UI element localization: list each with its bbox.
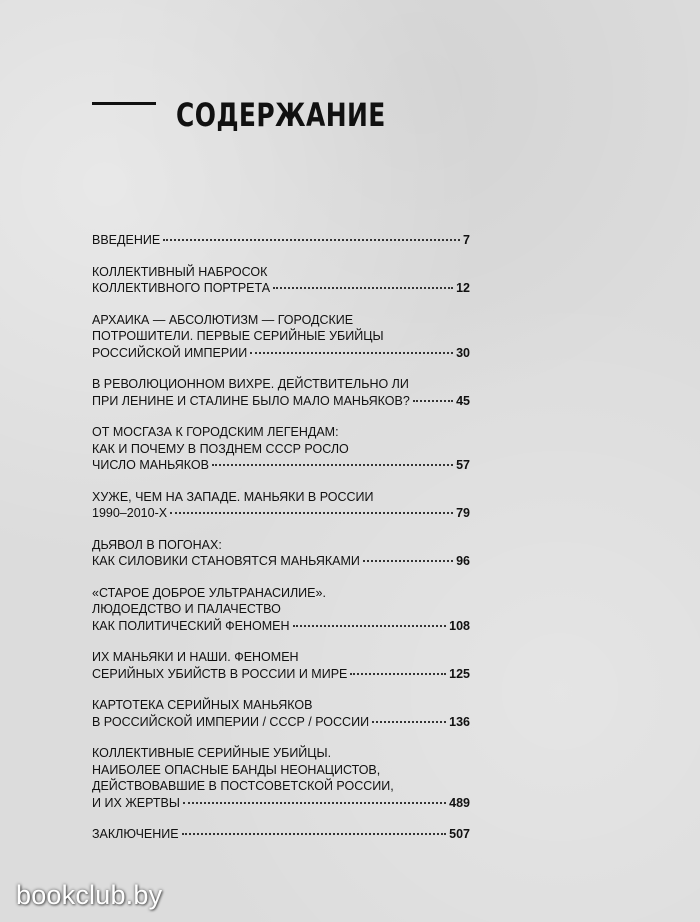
dot-leader [170,512,453,514]
toc-page-number: 45 [456,393,470,408]
dot-leader [273,287,453,289]
toc-page-number: 96 [456,554,470,568]
toc-page-number: 108 [449,618,470,633]
toc-page-number: 7 [463,233,470,247]
toc-entry [92,537,470,570]
toc-entry-title-line: АРХАИКА — АБСОЛЮТИЗМ — ГОРОДСКИЕ [92,312,354,327]
toc-entry [92,745,470,811]
watermark: bookclub.by [16,880,163,910]
toc-entry-title-line: ИХ МАНЬЯКИ И НАШИ. ФЕНОМЕН [92,650,299,664]
toc-page-number: 507 [449,827,470,841]
toc-entry-last-line [92,666,470,683]
toc-entry-title-line: КАРТОТЕКА СЕРИЙНЫХ МАНЬЯКОВ [92,698,313,712]
dot-leader [212,464,453,466]
toc-entry-title-line: И ИХ ЖЕРТВЫ [92,795,180,810]
toc-entry-last-line [92,457,470,474]
toc-entry-title-line: ЛЮДОЕДСТВО И ПАЛАЧЕСТВО [92,602,281,616]
toc-entry-title-line: 1990–2010-Х [92,506,168,520]
toc-entry [92,489,470,522]
toc-entry-title-line: ДЕЙСТВОВАВШИЕ В ПОСТСОВЕТСКОЙ РОССИИ, [92,779,394,793]
dot-leader [413,400,453,402]
toc-entry-title-line: ВВЕДЕНИЕ [92,233,161,247]
dot-leader [250,352,453,354]
dot-leader [350,673,446,675]
toc-entry-title-line: ЗАКЛЮЧЕНИЕ [92,827,179,841]
toc-entry-title-line: СЕРИЙНЫХ УБИЙСТВ В РОССИИ И МИРЕ [92,666,348,681]
toc-entry-last-line [92,795,470,812]
toc-entry-title-line: КОЛЛЕКТИВНОГО ПОРТРЕТА [92,281,271,295]
toc-entry [92,697,470,730]
toc-entry-title-line: ПРИ ЛЕНИНЕ И СТАЛИНЕ БЫЛО МАЛО МАНЬЯКОВ? [92,393,410,408]
page-title: СОДЕРЖАНИЕ [176,96,386,134]
dot-leader [163,239,460,241]
toc-entry-title-line: ЧИСЛО МАНЬЯКОВ [92,458,209,472]
toc-entry-title-line: НАИБОЛЕЕ ОПАСНЫЕ БАНДЫ НЕОНАЦИСТОВ, [92,762,381,777]
dot-leader [182,833,447,835]
toc-page-number: 57 [456,458,470,472]
toc-entry [92,264,470,297]
toc-entry-last-line [92,714,470,731]
toc-entry-last-line [92,618,470,635]
toc-entry [92,232,470,249]
toc-entry [92,649,470,682]
toc-entry-title-line: ХУЖЕ, ЧЕМ НА ЗАПАДЕ. МАНЬЯКИ В РОССИИ [92,489,374,504]
toc-entry-title-line: В РОССИЙСКОЙ ИМПЕРИИ / СССР / РОССИИ [92,714,370,729]
toc-entry-title-line: «СТАРОЕ ДОБРОЕ УЛЬТРАНАСИЛИЕ». [92,585,326,600]
toc-entry-title-line: КАК СИЛОВИКИ СТАНОВЯТСЯ МАНЬЯКАМИ [92,554,360,568]
toc-entry [92,826,470,843]
toc-entry-title-line: ПОТРОШИТЕЛИ. ПЕРВЫЕ СЕРИЙНЫЕ УБИЙЦЫ [92,329,384,343]
title-rule [92,102,156,105]
toc-entry-title-line: ОТ МОСГАЗА К ГОРОДСКИМ ЛЕГЕНДАМ: [92,425,339,439]
toc-entry-title-line: КАК И ПОЧЕМУ В ПОЗДНЕМ СССР РОСЛО [92,441,349,456]
dot-leader [293,625,447,627]
toc-entry-title-line: РОССИЙСКОЙ ИМПЕРИИ [92,345,248,360]
toc-entry [92,585,470,635]
toc-page-number: 79 [456,506,470,520]
dot-leader [372,721,446,723]
toc-entry-title-line: КОЛЛЕКТИВНЫЙ НАБРОСОК [92,264,268,279]
toc-entry-last-line [92,826,470,843]
toc-entry-last-line [92,280,470,297]
toc-entry-last-line [92,553,470,570]
toc-entry-last-line [92,232,470,249]
toc-entry-last-line [92,505,470,522]
toc-entry [92,376,470,409]
toc-entry [92,424,470,474]
dot-leader [363,560,453,562]
toc-entry-title-line: КОЛЛЕКТИВНЫЕ СЕРИЙНЫЕ УБИЙЦЫ. [92,746,332,760]
toc-page-number: 489 [449,795,470,810]
toc-entry-title-line: ДЬЯВОЛ В ПОГОНАХ: [92,537,222,552]
table-of-contents [92,232,470,858]
toc-entry [92,312,470,362]
toc-page-number: 12 [456,281,470,295]
toc-entry-title-line: КАК ПОЛИТИЧЕСКИЙ ФЕНОМЕН [92,618,290,633]
dot-leader [183,802,446,804]
toc-entry-last-line [92,345,470,362]
toc-entry-last-line [92,393,470,410]
toc-page-number: 125 [449,666,470,681]
toc-page-number: 136 [449,714,470,729]
toc-entry-title-line: В РЕВОЛЮЦИОННОМ ВИХРЕ. ДЕЙСТВИТЕЛЬНО ЛИ [92,377,409,391]
toc-page-number: 30 [456,345,470,360]
